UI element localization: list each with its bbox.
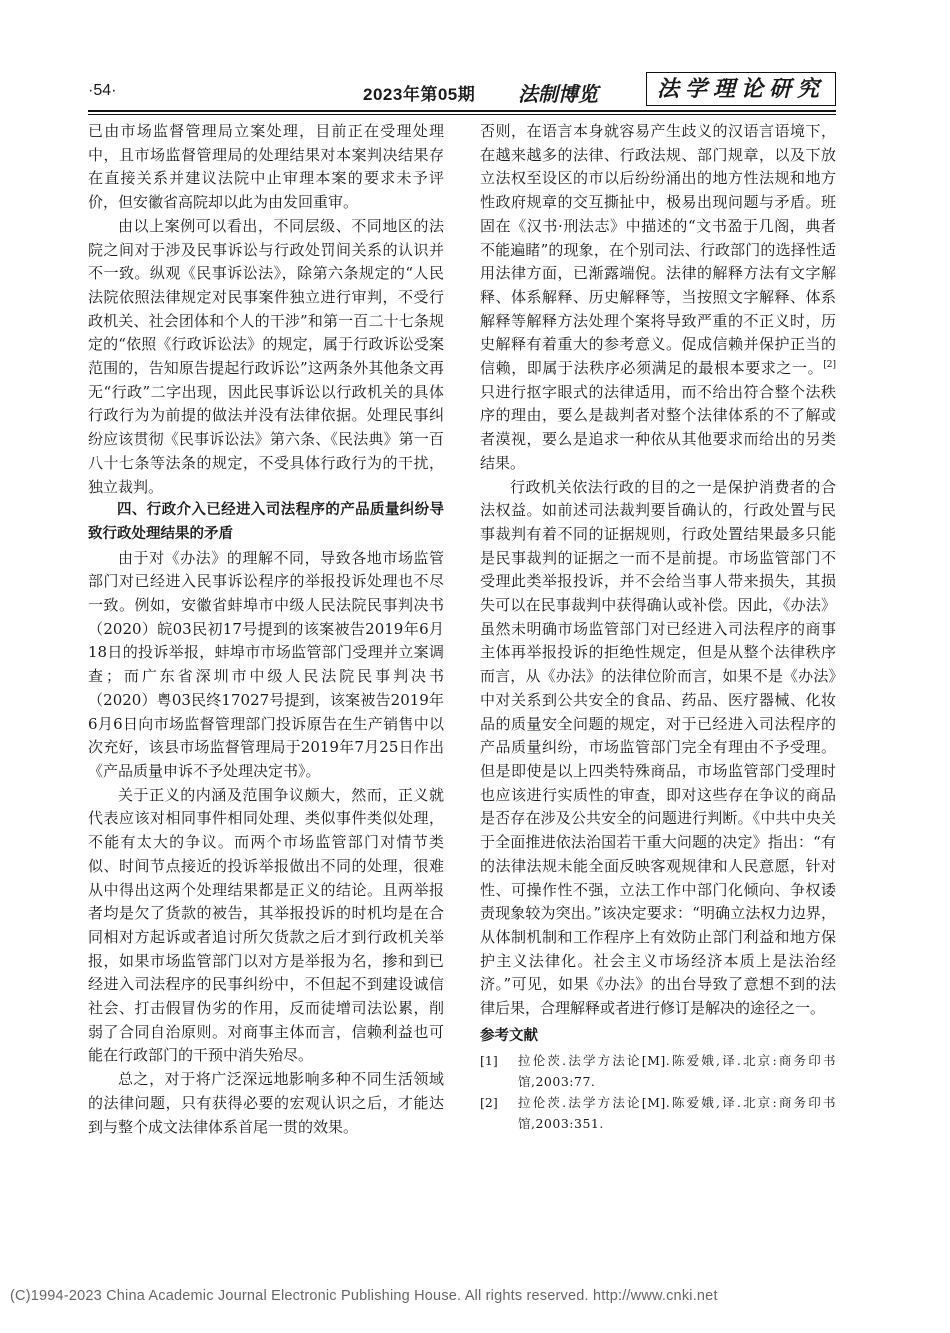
paragraph: 总之，对于将广泛深远地影响多种不同生活领域的法律问题，只有获得必要的宏观认识之后，才能达到与整个成文法律体系首尾一贯的效果。 (88, 1070, 444, 1136)
paragraph: 已由市场监督管理局立案处理，目前正在受理处理中，且市场监督管理局的处理结果对本案判决结果存在直接关系并建议法院中止审理本案的要求未予评价，但安徽省高院却以此为由发回重审。 (88, 122, 444, 212)
paragraph: 行政机关依法行政的目的之一是保护消费者的合法权益。如前述司法裁判要旨确认的，行政处置与民事裁判有着不同的证据规则，行政处置结果最多只能是民事裁判的证据之一而不是前提。市场监管部门不受理此类举报投诉，并不会给当事人带来损失，其损失可以在民事裁判中获得确认或补偿。因此，《办法》虽然未明确市场监管部门对已经进入司法程序的商事主体再举报投诉的拒绝性规定，但是从整个法律秩序而言，从《办法》的法律位阶而言，如果不是《办法》中对关系到公共安全的食品、药品、医疗器械、化妆品的质量安全问题的规定，对于已经进入司法程序的产品质量纠纷，市场监管部门完全有理由不予受理。但是即使是以上四类特殊商品，市场监管部门受理时也应该进行实质性的审查，即对这些存在争议的商品是否存在涉及公共安全的问题进行判断。《中共中央关于全面推进依法治国若干重大问题的决定》指出：“有的法律法规未能全面反映客观规律和人民意愿，针对性、可操作性不强，立法工作中部门化倾向、争权诿责现象较为突出。”该决定要求：“明确立法权力边界，从体制机制和工作程序上有效防止部门利益和地方保护主义法律化。社会主义市场经济本质上是法治经济。”可见，如果《办法》的出台导致了意想不到的法律后果，合理解释或者进行修订是解决的途径之一。 (480, 477, 836, 1018)
paragraph: 关于正义的内涵及范围争议颇大，然而，正义就代表应该对相同事件相同处理、类似事件类似处理，不能有太大的争议。而两个市场监管部门对情节类似、时间节点接近的投诉举报做出不同的处理，很难从中得出这两个处理结果都是正义的结论。且两举报者均是欠了货款的被告，其举报投诉的时机均是在合同相对方起诉或者追讨所欠货款之后才到行政机关举报，如果市场监管部门以对方是举报为名，掺和到已经进入司法程序的民事纠纷中，不但起不到建设诚信社会、打击假冒伪劣的作用，反而徒增司法讼累，削弱了合同自治原则。对商事主体而言，信赖利益也可能在行政部门的干预中消失殆尽。 (88, 785, 444, 1065)
header-rule (88, 110, 836, 112)
reference-item (480, 1092, 836, 1134)
reference-text: 拉伦茨.法学方法论[M].陈爱娥,译.北京:商务印书馆,2003:77. (518, 1052, 836, 1089)
reference-item (480, 1050, 836, 1092)
left-column (88, 120, 444, 1139)
journal-name: 法制博览 (518, 82, 598, 106)
references-heading: 参考文献 (480, 1027, 538, 1044)
reference-number: [1] (480, 1052, 498, 1068)
paragraph-text: 否则，在语言本身就容易产生歧义的汉语言语境下，在越来越多的法律、行政法规、部门规章，以及下放立法权至设区的市以后纷纷涌出的地方性法规和地方性政府规章的交互撕扯中，极易出现问题与矛盾。班固在《汉书·刑法志》中描述的“文书盈于几阁，典者不能遍睹”的现象，在个别司法、行政部门的选择性适用法律方面，已渐露端倪。法律的解释方法有文字解释、体系解释、历史解释等，当按照文字解释、体系解释等解释方法处理个案将导致严重的不正义时，历史解释有着重大的参考意义。促成信赖并保护正当的信赖，即属于法秩序必须满足的最根本要求之一。 (480, 122, 836, 378)
reference-text: 拉伦茨.法学方法论[M].陈爱娥,译.北京:商务印书馆,2003:351. (518, 1094, 836, 1131)
page-number: ·54· (88, 82, 117, 99)
right-column (480, 120, 836, 1134)
citation-mark: [2] (823, 360, 836, 371)
copyright-footer: (C)1994-2023 China Academic Journal Electronic Publishing House. All rights reserved. http://www.cnki.net (10, 1288, 718, 1304)
reference-number: [2] (480, 1094, 498, 1110)
column-title: 法学理论研究 (646, 72, 836, 106)
issue-label: 2023年第05期 (363, 85, 476, 104)
page-header (88, 74, 836, 108)
header-rule-thin (88, 114, 836, 115)
paragraph: 由以上案例可以看出，不同层级、不同地区的法院之间对于涉及民事诉讼与行政处罚间关系的认识并不一致。纵观《民事诉讼法》，除第六条规定的“人民法院依照法律规定对民事案件独立进行审判，不受行政机关、社会团体和个人的干涉”和第一百二十七条规定的“依照《行政诉讼法》的规定，属于行政诉讼受案范围的，告知原告提起行政诉讼”这两条外其他条文再无“行政”二字出现，因此民事诉讼以行政机关的具体行政行为为前提的做法并没有法律依据。处理民事纠纷应该贯彻《民事诉讼法》第六条、《民法典》第一百八十七条等法条的规定，不受具体行政行为的干扰，独立裁判。 (88, 216, 444, 496)
paragraph-text: 只进行抠字眼式的法律适用，而不给出符合整个法秩序的理由，要么是裁判者对整个法律体系的不了解或者漠视，要么是追求一种依从其他要求而给出的另类结果。 (480, 382, 836, 472)
paragraph (480, 120, 836, 476)
paragraph: 由于对《办法》的理解不同，导致各地市场监管部门对已经进入民事诉讼程序的举报投诉处理也不尽一致。例如，安徽省蚌埠市中级人民法院民事判决书（2020）皖03民初17号提到的该案被告2019年6月18日的投诉举报，蚌埠市市场监管部门受理并立案调查；而广东省深圳市中级人民法院民事判决书（2020）粤03民终17027号提到，该案被告2019年6月6日向市场监督管理部门投诉原告在生产销售中以次充好，该县市场监督管理局于2019年7月25日作出《产品质量申诉不予处理决定书》。 (88, 548, 444, 780)
section-heading: 四、行政介入已经进入司法程序的产品质量纠纷导致行政处理结果的矛盾 (88, 502, 444, 542)
